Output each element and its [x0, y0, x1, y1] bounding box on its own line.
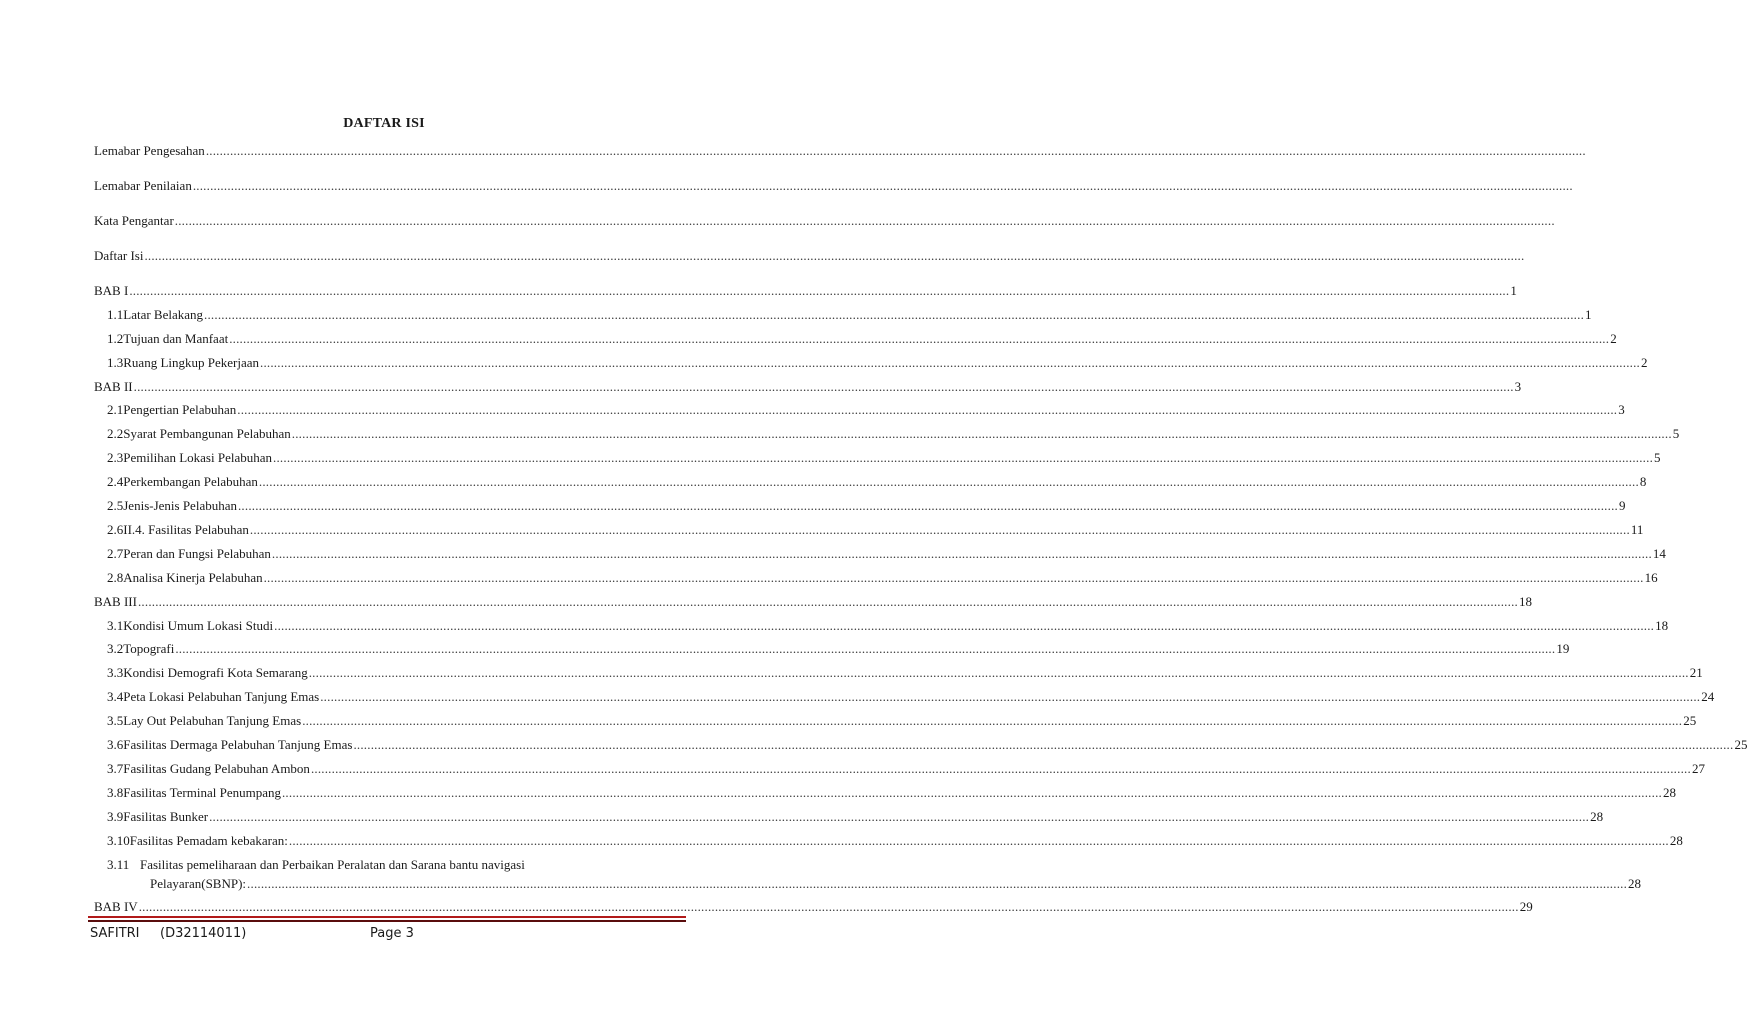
- footer-author: SAFITRI: [90, 926, 140, 941]
- toc-entry-title: Topografi: [123, 641, 175, 656]
- toc-entry-page: 5: [1672, 426, 1680, 441]
- toc-entry-page: 1: [1585, 307, 1592, 322]
- toc-entry-title: Lay Out Pelabuhan Tanjung Emas: [123, 713, 302, 728]
- toc-dot-leader: ................................................................................................................................................................................................................................................................................................................................................................................................................: [320, 689, 1701, 704]
- toc-entry-number: 3.9: [107, 809, 124, 824]
- toc-entry-page: 14: [1652, 546, 1666, 561]
- toc-entry-front-matter[interactable]: [94, 248, 1525, 264]
- toc-dot-leader: ................................................................................................................................................................................................................................................................................................................................................................................................................: [133, 379, 1514, 394]
- toc-entry-section[interactable]: [107, 546, 1666, 562]
- toc-entry-page: 1: [1510, 283, 1517, 298]
- toc-entry-number: 2.1: [107, 402, 124, 417]
- toc-entry-number: 1.2: [107, 331, 124, 346]
- toc-entry-title: Fasilitas Dermaga Pelabuhan Tanjung Emas: [123, 737, 353, 752]
- toc-entry-section[interactable]: [107, 426, 1680, 442]
- toc-entry-page: 28: [1628, 876, 1642, 891]
- toc-dot-leader: ................................................................................................................................................................................................................................................................................................................................................................................................................: [229, 331, 1610, 346]
- toc-entry-number: 3.2: [107, 641, 124, 656]
- toc-entry-page: 24: [1701, 689, 1715, 704]
- toc-entry-section[interactable]: [107, 522, 1644, 538]
- toc-dot-leader: ................................................................................................................................................................................................................................................................................................................................................................................................................: [263, 570, 1644, 585]
- toc-entry-title: Peta Lokasi Pelabuhan Tanjung Emas: [123, 689, 320, 704]
- toc-entry-title: Perkembangan Pelabuhan: [123, 474, 258, 489]
- toc-entry-section[interactable]: [107, 737, 1747, 753]
- toc-dot-leader: ................................................................................................................................................................................................................................................................................................................................................................................................................: [291, 426, 1672, 441]
- toc-entry-section[interactable]: [107, 498, 1626, 514]
- toc-dot-leader: ................................................................................................................................................................................................................................................................................................................................................................................................................: [271, 546, 1652, 561]
- toc-entry-number: 2.2: [107, 426, 124, 441]
- toc-entry-front-matter[interactable]: [94, 143, 1586, 159]
- toc-entry-title: Analisa Kinerja Pelabuhan: [123, 570, 263, 585]
- toc-entry-page: 28: [1662, 785, 1676, 800]
- toc-dot-leader: ................................................................................................................................................................................................................................................................................................................................................................................................................: [249, 522, 1630, 537]
- toc-entry-page: 19: [1556, 641, 1570, 656]
- toc-entry-title: BAB I: [94, 283, 129, 298]
- toc-entry-title: Daftar Isi: [94, 248, 144, 263]
- toc-entry-title: Fasilitas Pemadam kebakaran:: [129, 833, 288, 848]
- toc-dot-leader: ................................................................................................................................................................................................................................................................................................................................................................................................................: [138, 899, 1519, 914]
- toc-entry-title: Latar Belakang: [123, 307, 204, 322]
- toc-entry-page: 2: [1610, 331, 1617, 346]
- toc-entry-number: 3.10: [107, 833, 130, 848]
- toc-entry-number: 2.8: [107, 570, 124, 585]
- toc-entry-title: Ruang Lingkup Pekerjaan: [123, 355, 259, 370]
- toc-entry-section[interactable]: [107, 355, 1648, 371]
- toc-dot-leader: ................................................................................................................................................................................................................................................................................................................................................................................................................: [302, 713, 1683, 728]
- toc-dot-leader: ................................................................................................................................................................................................................................................................................................................................................................................................................: [205, 143, 1586, 158]
- toc-entry-page: 9: [1618, 498, 1626, 513]
- toc-entry-title: Fasilitas Gudang Pelabuhan Ambon: [123, 761, 310, 776]
- toc-entry-title: Syarat Pembangunan Pelabuhan: [123, 426, 291, 441]
- toc-entry-section[interactable]: [107, 331, 1617, 347]
- toc-dot-leader: ................................................................................................................................................................................................................................................................................................................................................................................................................: [274, 618, 1655, 633]
- toc-entry-section[interactable]: [107, 713, 1697, 729]
- toc-entry-number: 3.1: [107, 618, 124, 633]
- toc-entry-number: 2.6: [107, 522, 124, 537]
- toc-entry-title: Lemabar Pengesahan: [94, 143, 205, 158]
- toc-entry-section[interactable]: [107, 307, 1592, 323]
- toc-entry-number: 3.8: [107, 785, 124, 800]
- toc-entry-title: Pelayaran(SBNP):: [150, 876, 247, 891]
- toc-entry-section[interactable]: [107, 665, 1703, 681]
- page-title: DAFTAR ISI: [343, 116, 425, 131]
- toc-entry-title: Pengertian Pelabuhan: [123, 402, 237, 417]
- toc-entry-number: 1.1: [107, 307, 124, 322]
- toc-dot-leader: ................................................................................................................................................................................................................................................................................................................................................................................................................: [204, 307, 1585, 322]
- toc-entry-chapter[interactable]: [94, 283, 1517, 299]
- toc-entry-title: Kondisi Umum Lokasi Studi: [123, 618, 274, 633]
- toc-entry-number: 3.3: [107, 665, 124, 680]
- toc-entry-section[interactable]: [107, 570, 1658, 586]
- toc-entry-page: 18: [1518, 594, 1532, 609]
- toc-entry-number: 3.7: [107, 761, 124, 776]
- toc-entry-title: Peran dan Fungsi Pelabuhan: [123, 546, 271, 561]
- toc-entry-page: 18: [1655, 618, 1669, 633]
- toc-entry-page: 16: [1644, 570, 1658, 585]
- toc-entry-chapter[interactable]: [94, 899, 1533, 915]
- toc-entry-page: 3: [1514, 379, 1522, 394]
- toc-entry-title: Tujuan dan Manfaat: [123, 331, 229, 346]
- toc-entry-section[interactable]: [107, 641, 1570, 657]
- toc-entry-page: 8: [1639, 474, 1647, 489]
- toc-entry-number: 2.7: [107, 546, 124, 561]
- toc-entry-section[interactable]: [107, 761, 1705, 777]
- toc-dot-leader: ................................................................................................................................................................................................................................................................................................................................................................................................................: [353, 737, 1734, 752]
- toc-entry-title: BAB III: [94, 594, 137, 609]
- toc-entry-section-continuation[interactable]: [150, 876, 1642, 892]
- toc-entry-section[interactable]: [107, 689, 1715, 705]
- toc-dot-leader: ................................................................................................................................................................................................................................................................................................................................................................................................................: [288, 833, 1669, 848]
- toc-entry-title: Lemabar Penilaian: [94, 178, 192, 193]
- toc-dot-leader: ................................................................................................................................................................................................................................................................................................................................................................................................................: [144, 248, 1525, 263]
- toc-dot-leader: ................................................................................................................................................................................................................................................................................................................................................................................................................: [237, 498, 1618, 513]
- toc-dot-leader: ................................................................................................................................................................................................................................................................................................................................................................................................................: [310, 761, 1691, 776]
- toc-entry-section[interactable]: [107, 809, 1604, 825]
- toc-entry-number: 3.4: [107, 689, 124, 704]
- toc-dot-leader: ................................................................................................................................................................................................................................................................................................................................................................................................................: [209, 809, 1590, 824]
- toc-entry-page: 27: [1691, 761, 1705, 776]
- toc-entry-number: 2.4: [107, 474, 124, 489]
- toc-entry-chapter[interactable]: [94, 594, 1532, 610]
- toc-entry-page: 28: [1590, 809, 1604, 824]
- toc-entry-page: 5: [1654, 450, 1661, 465]
- toc-entry-section[interactable]: [107, 618, 1669, 634]
- toc-entry-number: 2.3: [107, 450, 124, 465]
- toc-dot-leader: ................................................................................................................................................................................................................................................................................................................................................................................................................: [273, 450, 1654, 465]
- toc-entry-title: Fasilitas Bunker: [123, 809, 209, 824]
- toc-entry-title: II.4. Fasilitas Pelabuhan: [123, 522, 249, 537]
- toc-dot-leader: ................................................................................................................................................................................................................................................................................................................................................................................................................: [137, 594, 1518, 609]
- toc-dot-leader: ................................................................................................................................................................................................................................................................................................................................................................................................................: [237, 402, 1618, 417]
- toc-entry-section[interactable]: [107, 402, 1625, 418]
- toc-entry-title: BAB IV: [94, 899, 138, 914]
- toc-entry-page: 25: [1683, 713, 1697, 728]
- footer-page-number: Page 3: [370, 926, 414, 941]
- toc-entry-title: Kata Pengantar: [94, 213, 174, 228]
- toc-entry-number: 2.5: [107, 498, 124, 513]
- toc-entry-page: 25: [1734, 737, 1747, 752]
- toc-entry-section[interactable]: [107, 450, 1661, 466]
- toc-entry-page: 2: [1641, 355, 1648, 370]
- toc-entry-title: Fasilitas pemeliharaan dan Perbaikan Peralatan dan Sarana bantu navigasi: [140, 857, 525, 872]
- toc-entry-number: 3.11: [107, 857, 130, 872]
- toc-entry-number: 1.3: [107, 355, 124, 370]
- footer-rule: [88, 916, 686, 922]
- toc-entry-title: Pemilihan Lokasi Pelabuhan: [123, 450, 273, 465]
- toc-dot-leader: ................................................................................................................................................................................................................................................................................................................................................................................................................: [192, 178, 1573, 193]
- toc-dot-leader: ................................................................................................................................................................................................................................................................................................................................................................................................................: [308, 665, 1689, 680]
- toc-entry-section[interactable]: [107, 785, 1676, 801]
- toc-entry-front-matter[interactable]: [94, 213, 1555, 229]
- toc-entry-page: 21: [1689, 665, 1703, 680]
- toc-entry-title: Fasilitas Terminal Penumpang: [123, 785, 281, 800]
- toc-entry-page: 11: [1630, 522, 1644, 537]
- toc-entry-title: Jenis-Jenis Pelabuhan: [123, 498, 237, 513]
- toc-dot-leader: ................................................................................................................................................................................................................................................................................................................................................................................................................: [260, 355, 1640, 370]
- toc-entry-title: Kondisi Demografi Kota Semarang: [123, 665, 308, 680]
- toc-dot-leader: ................................................................................................................................................................................................................................................................................................................................................................................................................: [258, 474, 1639, 489]
- toc-entry-page: 28: [1669, 833, 1683, 848]
- toc-entry-section[interactable]: [107, 833, 1683, 849]
- toc-entry-number: 3.5: [107, 713, 124, 728]
- toc-entry-page: 29: [1519, 899, 1533, 914]
- toc-dot-leader: ................................................................................................................................................................................................................................................................................................................................................................................................................: [175, 641, 1556, 656]
- toc-entry-section-multiline[interactable]: [107, 857, 525, 873]
- toc-dot-leader: ................................................................................................................................................................................................................................................................................................................................................................................................................: [174, 213, 1555, 228]
- footer-nim: (D32114011): [160, 926, 247, 941]
- toc-entry-page: 3: [1618, 402, 1625, 417]
- toc-dot-leader: ................................................................................................................................................................................................................................................................................................................................................................................................................: [129, 283, 1510, 298]
- toc-entry-title: BAB II: [94, 379, 133, 394]
- toc-entry-chapter[interactable]: [94, 379, 1522, 395]
- toc-dot-leader: ................................................................................................................................................................................................................................................................................................................................................................................................................: [281, 785, 1662, 800]
- toc-entry-section[interactable]: [107, 474, 1647, 490]
- toc-entry-front-matter[interactable]: [94, 178, 1573, 194]
- toc-entry-number: 3.6: [107, 737, 124, 752]
- toc-dot-leader: ................................................................................................................................................................................................................................................................................................................................................................................................................: [247, 876, 1628, 891]
